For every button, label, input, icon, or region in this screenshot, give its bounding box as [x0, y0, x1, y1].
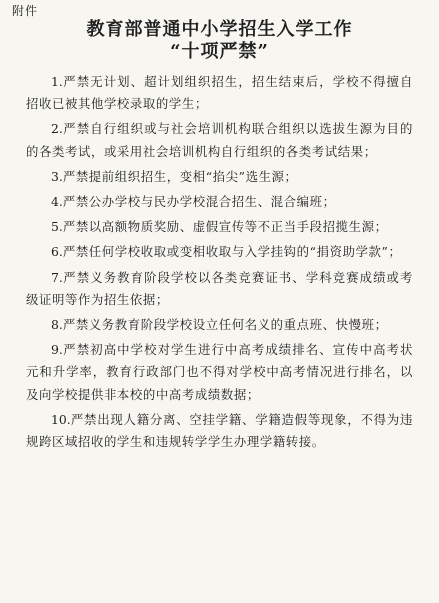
rules-list	[26, 71, 413, 453]
rule-number: 2.	[51, 121, 63, 137]
rule-text: 严禁义务教育阶段学校以各类竞赛证书、学科竞赛成绩或考级证明等作为招生依据；	[26, 269, 413, 307]
rule-text: 严禁无计划、超计划组织招生，招生结束后，学校不得擅自招收已被其他学校录取的学生；	[26, 74, 413, 112]
rule-text: 严禁自行组织或与社会培训机构联合组织以选拔生源为目的的各类考试，或采用社会培训机构自行组织的各类考试结果；	[26, 121, 413, 159]
rule-number: 6.	[51, 244, 63, 260]
rule-number: 3.	[51, 168, 63, 184]
rule-item-6	[26, 241, 413, 263]
rule-number: 5.	[51, 219, 63, 235]
rule-text: 严禁提前组织招生，变相“掐尖”选生源；	[62, 168, 298, 184]
rule-item-5	[26, 216, 413, 238]
rule-item-2	[26, 118, 413, 162]
rule-number: 9.	[51, 342, 63, 358]
rule-number: 4.	[51, 194, 63, 210]
rule-text: 严禁以高额物质奖励、虚假宣传等不正当手段招揽生源；	[62, 219, 388, 235]
rule-number: 8.	[51, 317, 63, 333]
rule-item-4	[26, 191, 413, 213]
rule-item-8	[26, 314, 413, 336]
rule-item-10	[26, 409, 413, 453]
rule-text: 严禁任何学校收取或变相收取与入学挂钩的“捐资助学款”；	[62, 244, 402, 260]
rule-text: 严禁公办学校与民办学校混合招生、混合编班；	[62, 194, 336, 210]
document-title-line2: “十项严禁”	[170, 41, 269, 62]
attachment-label: 附件	[12, 4, 39, 18]
rule-item-1	[26, 71, 413, 115]
rule-item-7	[26, 267, 413, 311]
rule-number: 7.	[51, 269, 63, 285]
rule-item-9	[26, 339, 413, 406]
rule-text: 严禁出现人籍分离、空挂学籍、学籍造假等现象，不得为违规跨区域招收的学生和违规转学学生办理学籍转接。	[26, 411, 413, 450]
rule-text: 严禁义务教育阶段学校设立任何名义的重点班、快慢班；	[62, 317, 388, 333]
rule-number: 10.	[51, 411, 71, 427]
rule-text: 严禁初高中学校对学生进行中高考成绩排名、宣传中高考状元和升学率，教育行政部门也不得对学校中高考情况进行排名，以及向学校提供非本校的中高考成绩数据；	[26, 342, 413, 402]
rule-number: 1.	[51, 74, 63, 89]
document-title-line1: 教育部普通中小学招生入学工作	[86, 19, 353, 40]
rule-item-3	[26, 166, 413, 188]
